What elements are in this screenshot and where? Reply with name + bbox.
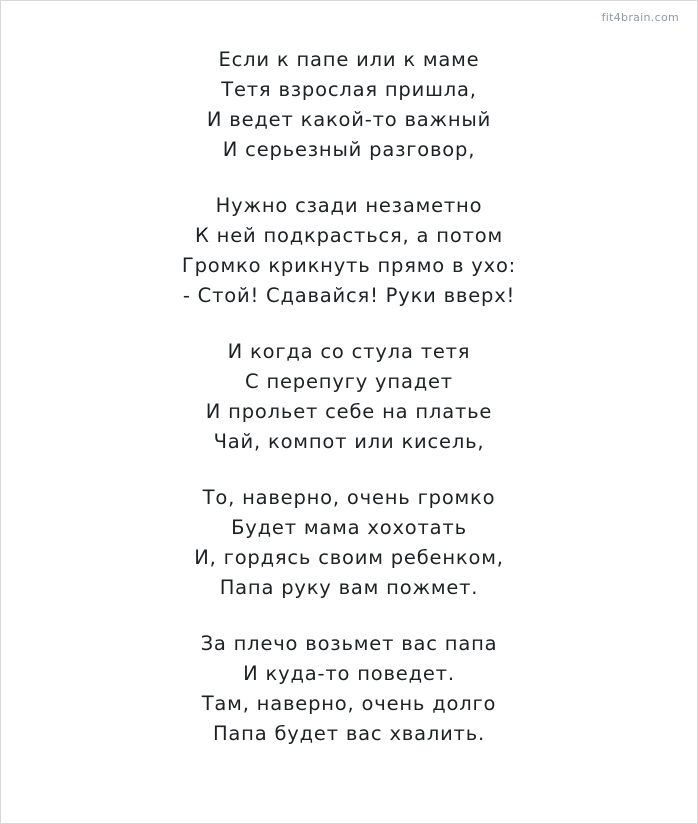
poem-line: - Стой! Сдавайся! Руки вверх! bbox=[182, 284, 516, 307]
poem-stanza bbox=[1, 629, 697, 749]
poem-line: Тетя взрослая пришла, bbox=[221, 78, 477, 101]
poem-line: И прольет себе на платье bbox=[205, 400, 493, 423]
poem-line: С перепугу упадет bbox=[245, 370, 453, 393]
poem-line: И, гордясь своим ребенком, bbox=[194, 546, 504, 569]
poem-line: Будет мама хохотать bbox=[231, 516, 467, 539]
poem-line: Папа руку вам пожмет. bbox=[219, 576, 479, 599]
poem-stanza bbox=[1, 45, 697, 165]
site-watermark: fit4brain.com bbox=[601, 11, 679, 24]
poem-stanza bbox=[1, 483, 697, 603]
poem-line: И куда-то поведет. bbox=[243, 662, 455, 685]
poem-line: И ведет какой-то важный bbox=[206, 108, 492, 131]
poem-body bbox=[1, 45, 697, 749]
poem-line: Нужно сзади незаметно bbox=[215, 194, 483, 217]
poem-line: К ней подкрасться, а потом bbox=[195, 224, 503, 247]
poem-line: И когда со стула тетя bbox=[227, 340, 471, 363]
poem-line: Громко крикнуть прямо в ухо: bbox=[181, 254, 517, 277]
poem-stanza bbox=[1, 191, 697, 311]
poem-line: Папа будет вас хвалить. bbox=[212, 722, 486, 745]
poem-stanza bbox=[1, 337, 697, 457]
poem-line: То, наверно, очень громко bbox=[202, 486, 496, 509]
poem-line: За плечо возьмет вас папа bbox=[200, 632, 498, 655]
poem-line: Там, наверно, очень долго bbox=[201, 692, 497, 715]
poem-line: И серьезный разговор, bbox=[222, 138, 476, 161]
poem-line: Чай, компот или кисель, bbox=[213, 430, 485, 453]
poem-line: Если к папе или к маме bbox=[218, 48, 480, 71]
